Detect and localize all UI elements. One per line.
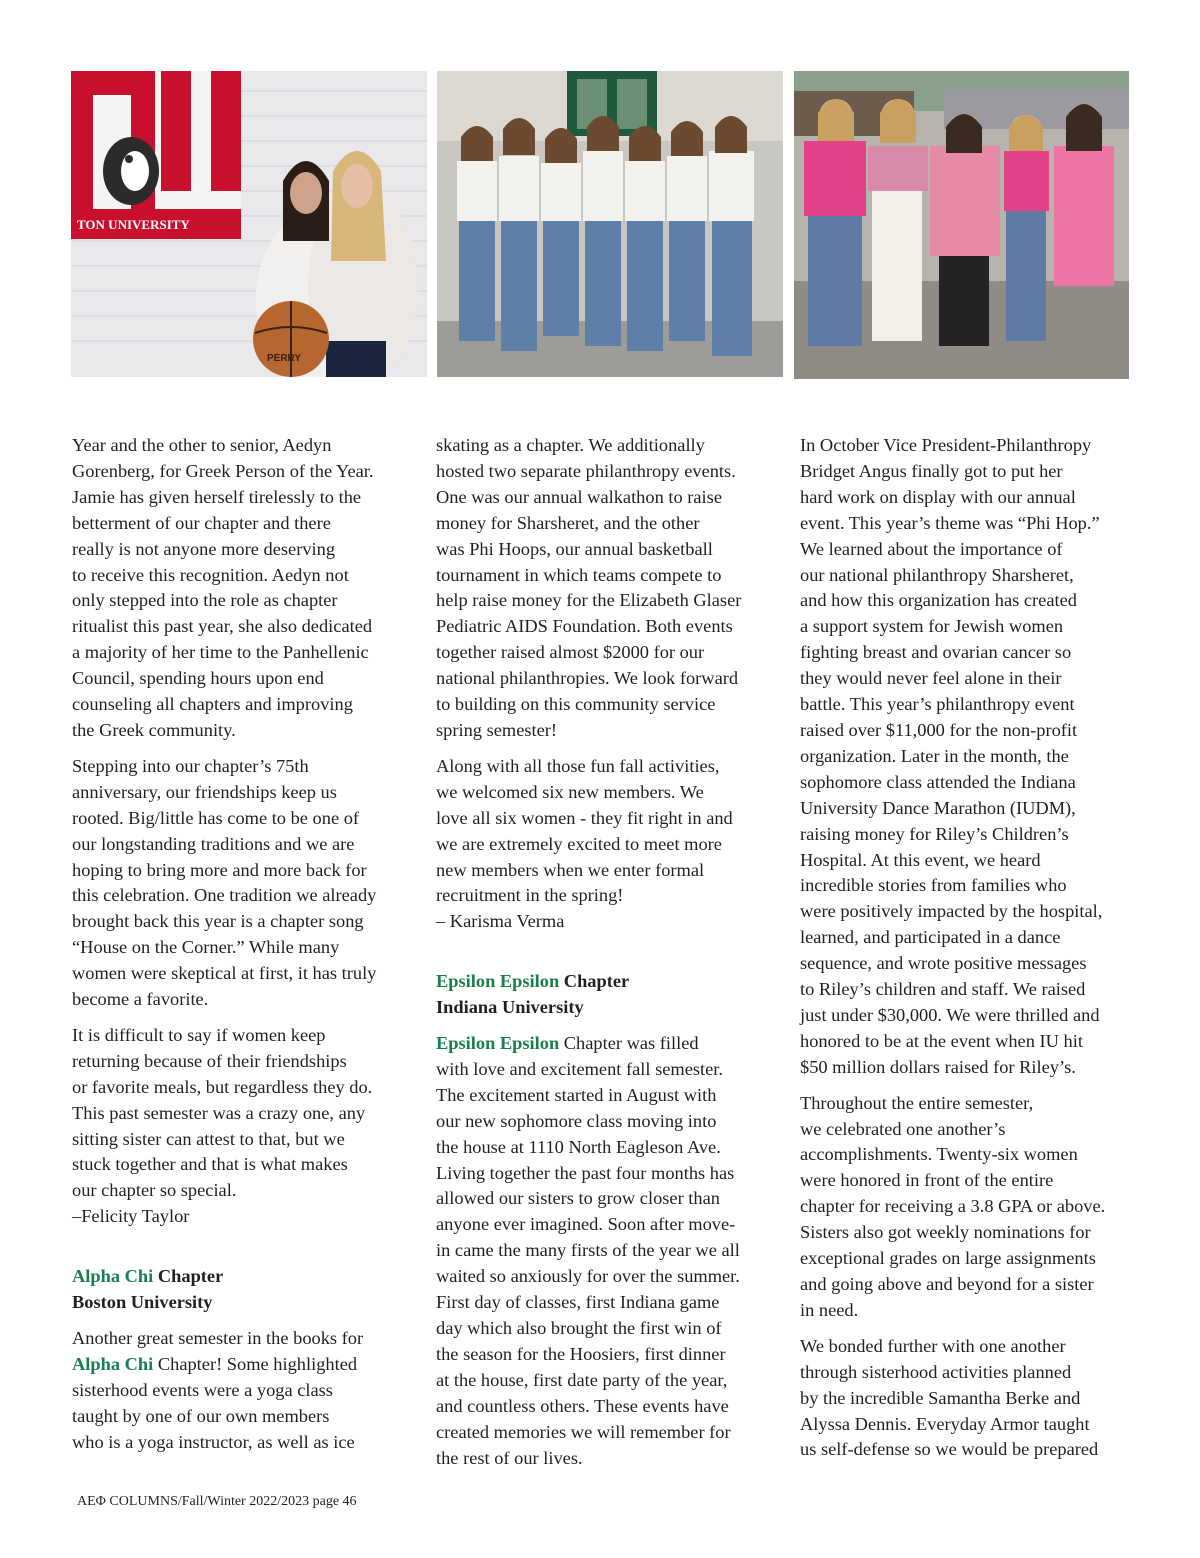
- ball-text: PERRY: [267, 353, 302, 364]
- paragraph: Throughout the entire semester, we celebrated one another’s accomplishments. Twenty-six women were honored in front of the entire chapter for receiving a 3.8 GPA or above. Sisters also got weekly nominations for exceptional grades on large assignments and going above and beyond for a sister in need.: [800, 1092, 1106, 1320]
- paragraph: skating as a chapter. We additionally hosted two separate philanthropy events. One was our annual walkathon to raise money for Sharsheret, and the other was Phi Hoops, our annual basketball tournament in which teams compete to help raise money for the Elizabeth Glaser Pediatric AIDS Foundation. Both events together raised almost $2000 for our national philanthropies. We look forward to building on this community service spring semester!: [436, 435, 742, 740]
- sign-text: TON UNIVERSITY: [77, 217, 190, 232]
- chapter-heading-alpha-chi: Alpha Chi Chapter Boston University: [72, 1264, 417, 1316]
- photo-group-pink: [794, 71, 1129, 379]
- paragraph: Another great semester in the books for Alpha Chi Chapter! Some highlighted sisterhood events were a yoga class taught by one of our own members who is a yoga instructor, as well as ice: [72, 1328, 364, 1452]
- chapter-heading-epsilon-epsilon: Epsilon Epsilon Chapter Indiana University: [436, 969, 781, 1021]
- page-footer: AEΦ COLUMNS/Fall/Winter 2022/2023 page 46: [77, 1494, 357, 1509]
- paragraph: Along with all those fun fall activities, we welcomed six new members. We love all six women - they fit right in and we are extremely excited to meet more new members when we enter formal recruitment in the spring! – Karisma Verma: [436, 754, 781, 935]
- paragraph: It is difficult to say if women keep returning because of their friendships or favorite meals, but regardless they do. This past semester was a crazy one, any sitting sister can attest to that, but we stuck together and that is what makes our chapter so special. –Felicity Taylor: [72, 1023, 417, 1230]
- school-name: Indiana University: [436, 997, 584, 1018]
- author-signature: – Karisma Verma: [436, 911, 565, 932]
- photo-group-porch: [437, 71, 783, 377]
- paragraph: Year and the other to senior, Aedyn Gorenberg, for Greek Person of the Year. Jamie has given herself tirelessly to the betterment of our chapter and there really is not anyone more deserving to receive this recognition. Aedyn not only stepped into the role as chapter ritualist this past year, she also dedicated a majority of her time to the Panhellenic Council, spending hours upon end counseling all chapters and improving the Greek community.: [72, 435, 374, 740]
- column-3: [800, 433, 1140, 1473]
- paragraph: We bonded further with one another through sisterhood activities planned by the incredible Samantha Berke and Alyssa Dennis. Everyday Armor taught us self-defense so we would be prepared: [800, 1335, 1099, 1460]
- paragraph: Epsilon Epsilon Chapter was filled with love and excitement fall semester. The excitement started in August with our new sophomore class moving into the house at 1110 North Eagleson Ave. Living together the past four months has allowed our sisters to grow closer than anyone ever imagined. Soon after move- in came the many firsts of the year we all waited so anxiously for over the summer. First day of classes, first Indiana game day which also brought the first win of the season for the Hoosiers, first dinner at the house, first date party of the year, and countless others. These events have created memories we will remember for the rest of our lives.: [436, 1033, 740, 1468]
- photo-boston-university: [71, 71, 427, 377]
- author-signature: –Felicity Taylor: [72, 1206, 190, 1227]
- column-2: [436, 433, 781, 1481]
- column-1: [72, 433, 417, 1466]
- paragraph: In October Vice President-Philanthropy Bridget Angus finally got to put her hard work on display with our annual event. This year’s theme was “Phi Hop.” We learned about the importance of our national philanthropy Sharsheret, and how this organization has created a support system for Jewish women fighting breast and ovarian cancer so they would never feel alone in their battle. This year’s philanthropy event raised over $11,000 for the non-profit organization. Later in the month, the sophomore class attended the Indiana University Dance Marathon (IUDM), raising money for Riley’s Children’s Hospital. At this event, we heard incredible stories from families who were positively impacted by the hospital, learned, and participated in a dance sequence, and wrote positive messages to Riley’s children and staff. We raised just under $30,000. We were thrilled and honored to be at the event when IU hit $50 million dollars raised for Riley’s.: [800, 435, 1103, 1077]
- paragraph: Stepping into our chapter’s 75th anniversary, our friendships keep us rooted. Big/little has come to be one of our longstanding traditions and we are hoping to bring more and more back for this celebration. One tradition we already brought back this year is a chapter song “House on the Corner.” While many women were skeptical at first, it has truly become a favorite.: [72, 755, 377, 1010]
- school-name: Boston University: [72, 1292, 213, 1313]
